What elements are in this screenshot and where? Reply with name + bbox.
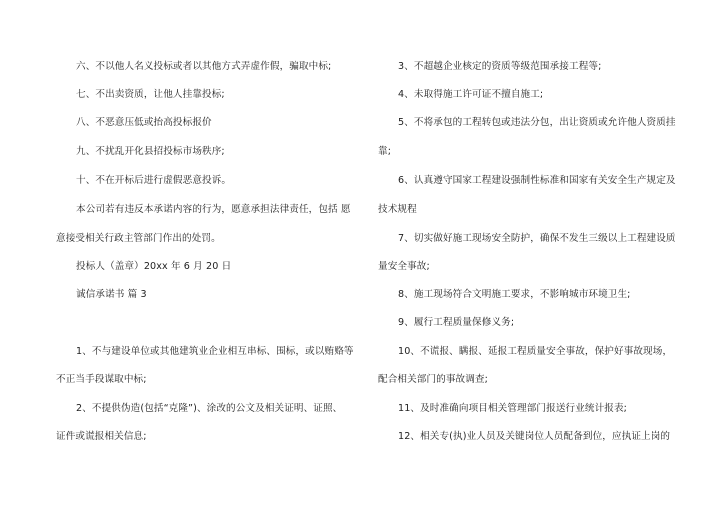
item-7-line-1: 7、切实做好施工现场安全防护，确保不发生三级以上工程建设质 (398, 233, 676, 244)
item-10-line-2: 配合相关部门的事故调查; (378, 374, 488, 385)
clause-8: 八、不恶意压低或抬高投标报价 (76, 117, 212, 128)
item-9: 9、履行工程质量保修义务; (398, 317, 515, 328)
clause-10: 十、不在开标后进行虚假恶意投诉。 (76, 175, 232, 186)
item-3: 3、不超越企业核定的资质等级范围承接工程等; (398, 61, 602, 72)
item-1-line-1: 1、不与建设单位或其他建筑业企业相互串标、围标，或以贿赂等 (76, 346, 354, 357)
item-1-line-2: 不正当手段谋取中标; (56, 374, 147, 385)
item-8: 8、施工现场符合文明施工要求，不影响城市环境卫生; (398, 289, 631, 300)
item-4: 4、未取得施工许可证不擅自施工; (398, 89, 544, 100)
item-7-line-2: 量安全事故; (378, 261, 430, 272)
section-heading: 诚信承诺书 篇 3 (76, 289, 147, 300)
item-2-line-2: 证件或谎报相关信息; (56, 431, 147, 442)
item-6-line-2: 技术规程 (378, 204, 417, 215)
item-5-line-2: 靠; (378, 146, 392, 157)
item-2-line-1: 2、不提供伪造(包括“克隆”)、涂改的公文及相关证明、证照、 (76, 403, 343, 414)
clause-7: 七、不出卖资质，让他人挂靠投标; (76, 89, 225, 100)
item-10-line-1: 10、不谎报、瞒报、延报工程质量安全事故，保护好事故现场， (398, 346, 673, 357)
clause-9: 九、不扰乱开化县招投标市场秩序; (76, 146, 225, 157)
clause-6: 六、不以他人名义投标或者以其他方式弄虚作假，骗取中标; (76, 61, 332, 72)
item-12-line-1: 12、相关专(执)业人员及关键岗位人员配备到位，应执证上岗的 (398, 431, 671, 442)
item-11: 11、及时准确向项目相关管理部门报送行业统计报表; (398, 403, 628, 414)
item-5-line-1: 5、不将承包的工程转包或违法分包，出让资质或允许他人资质挂 (398, 117, 676, 128)
commitment-paragraph-line-2: 意接受相关行政主管部门作出的处罚。 (56, 233, 221, 244)
commitment-paragraph-line-1: 本公司若有违反本承诺内容的行为，愿意承担法律责任，包括 愿 (76, 204, 351, 215)
item-6-line-1: 6、认真遵守国家工程建设强制性标准和国家有关安全生产规定及 (398, 175, 676, 186)
bidder-signature-line: 投标人（盖章）20xx 年 6 月 20 日 (76, 261, 232, 272)
